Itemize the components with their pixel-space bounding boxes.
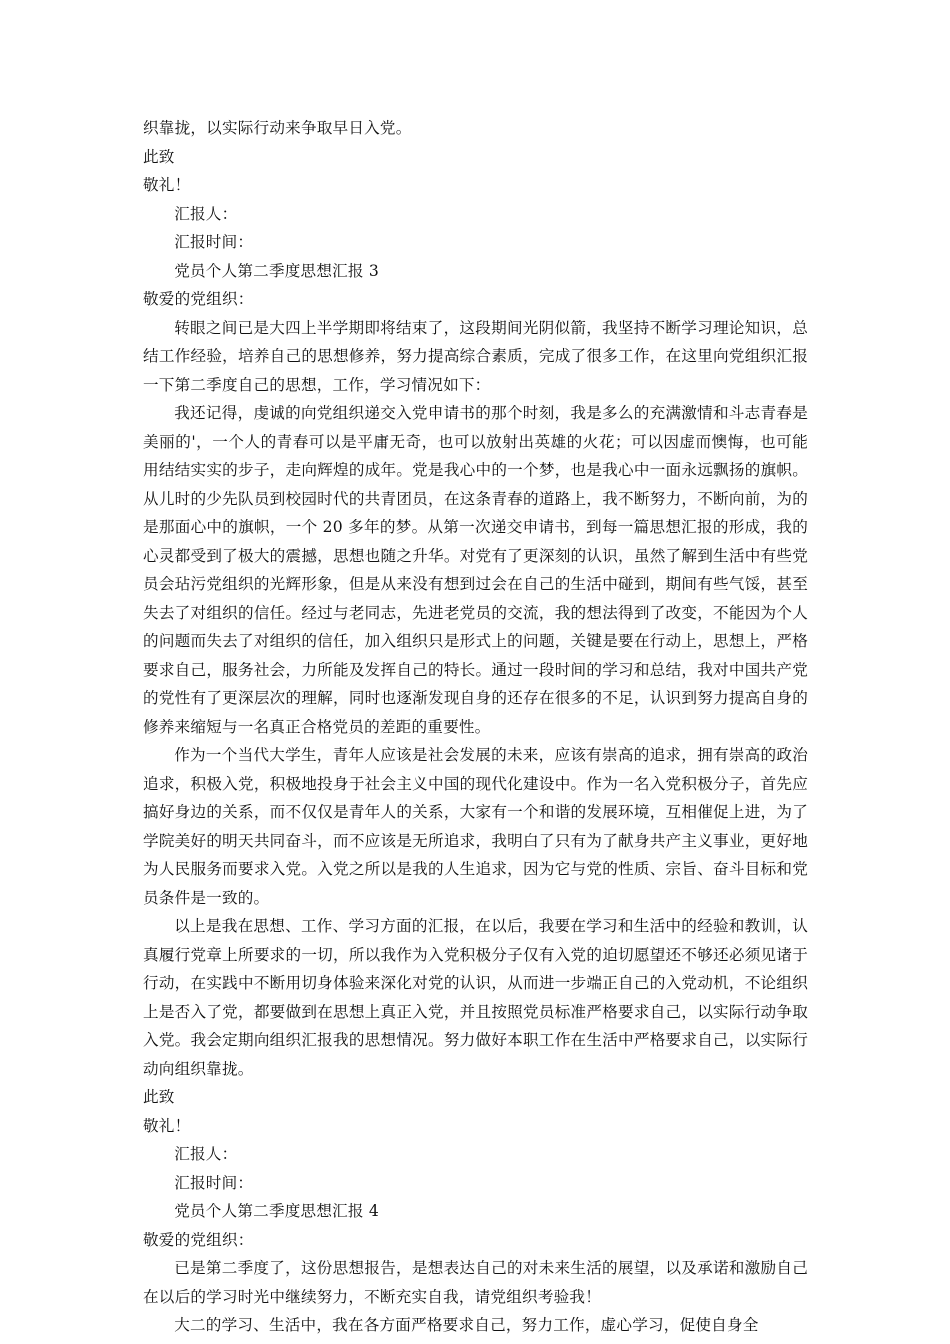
- reporter-label: 汇报人：: [174, 1145, 238, 1163]
- closing-phrase: 此致: [143, 147, 175, 166]
- report-time-label: 汇报时间：: [174, 233, 254, 251]
- body-paragraph: 我还记得，虔诚的向党组织递交入党申请书的那个时刻，我是多么的充满激情和斗志青春是美丽的'，一个人的青春可以是平庸无奇，也可以放射出英雄的火花；可以因虚而懊悔，也可能用结结实实的步子，走向辉煌的成年。党是我心中的一个梦，也是我心中一面永远飘扬的旗帜。从儿时的少先队员到校园时代的共青团员，在这条青春的道路上，我不断努力，不断向前，为的是那面心中的旗帜，一个 20 多年的梦。从第一次递交申请书，到每一篇思想汇报的形成，我的心灵都受到了极大的震撼，思想也随之升华。对党有了更深刻的认识，虽然了解到生活中有些党员会玷污党组织的光辉形象，但是从来没有想到过会在自己的生活中碰到，期间有些气馁，甚至失去了对组织的信任。经过与老同志，先进老党员的交流，我的想法得到了改变，不能因为个人的问题而失去了对组织的信任，加入组织只是形式上的问题，关键是要在行动上，思想上，严格要求自己，服务社会，力所能及发挥自己的特长。通过一段时间的学习和总结，我对中国共产党的党性有了更深层次的理解，同时也逐渐发现自身的还存在很多的不足，认识到努力提高自身的修养来缩短与一名真正合格党员的差距的重要性。: [143, 404, 808, 736]
- body-paragraph: 以上是我在思想、工作、学习方面的汇报，在以后，我要在学习和生活中的经验和教训，认真履行党章上所要求的一切，所以我作为入党积极分子仅有入党的迫切愿望还不够还必须见诸于行动，在实践中不断用切身体验来深化对党的认识，从而进一步端正自己的入党动机，不论组织上是否入了党，都要做到在思想上真正入党，并且按照党员标准严格要求自己，以实际行动争取入党。我会定期向组织汇报我的思想情况。努力做好本职工作在生活中严格要求自己，以实际行动向组织靠拢。: [143, 917, 808, 1078]
- body-paragraph: 已是第二季度了，这份思想报告，是想表达自己的对未来生活的展望，以及承诺和激励自己在以后的学习时光中继续努力，不断充实自我，请党组织考验我！: [143, 1259, 808, 1306]
- body-paragraph: 转眼之间已是大四上半学期即将结束了，这段期间光阴似箭，我坚持不断学习理论知识，总结工作经验，培养自己的思想修养，努力提高综合素质，完成了很多工作，在这里向党组织汇报一下第二季度自己的思想，工作，学习情况如下：: [143, 318, 808, 394]
- document-page: [143, 114, 808, 1340]
- opening-line: 织靠拢，以实际行动来争取早日入党。: [143, 119, 412, 137]
- salutation: 敬礼！: [143, 176, 191, 194]
- body-paragraph: 大二的学习、生活中，我在各方面严格要求自己，努力工作，虚心学习，促使自身全: [174, 1316, 759, 1334]
- closing-phrase: 此致: [143, 1088, 175, 1106]
- greeting: 敬爱的党组织：: [143, 290, 254, 308]
- body-paragraph: 作为一个当代大学生，青年人应该是社会发展的未来，应该有崇高的追求，拥有崇高的政治追求，积极入党，积极地投身于社会主义中国的现代化建设中。作为一名入党积极分子，首先应搞好身边的关系，而不仅仅是青年人的关系，大家有一个和谐的发展环境，互相催促上进，为了学院美好的明天共同奋斗，而不应该是无所追求，我明白了只有为了献身共产主义事业，更好地为人民服务而要求入党。入党之所以是我的人生追求，因为它与党的性质、宗旨、奋斗目标和党员条件是一致的。: [143, 746, 808, 907]
- report-time-label: 汇报时间：: [174, 1173, 254, 1192]
- greeting: 敬爱的党组织：: [143, 1230, 254, 1249]
- salutation: 敬礼！: [143, 1116, 191, 1135]
- section-title: 党员个人第二季度思想汇报 3: [174, 261, 379, 280]
- reporter-label: 汇报人：: [174, 204, 238, 223]
- section-title: 党员个人第二季度思想汇报 4: [174, 1202, 379, 1220]
